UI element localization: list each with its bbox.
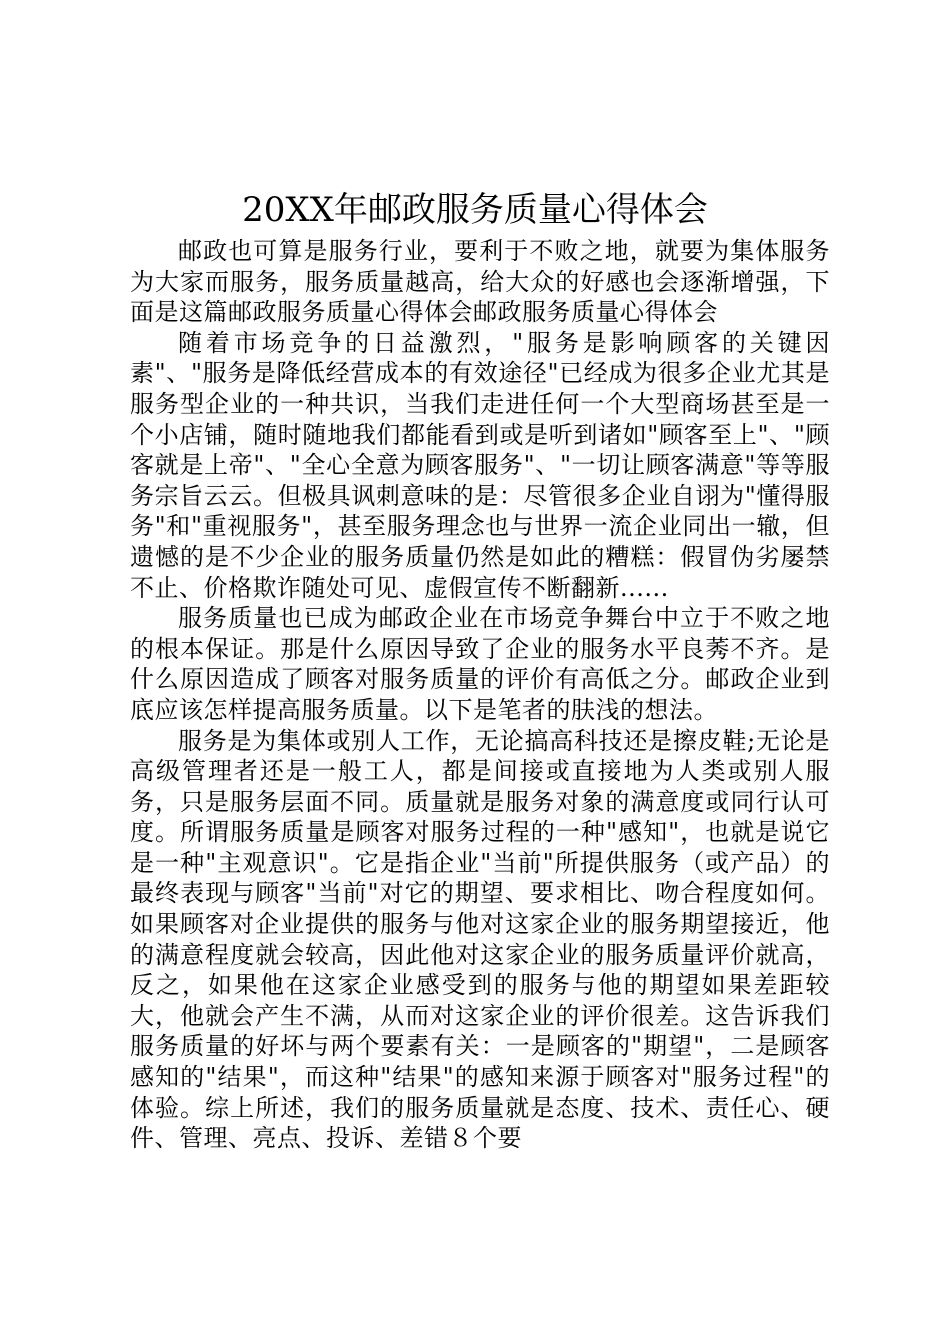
- paragraph-market-competition: 随着市场竞争的日益激烈，"服务是影响顾客的关键因素"、"服务是降低经营成本的有效途径"已经成为很多企业尤其是服务型企业的一种共识，当我们走进任何一个大型商场甚至是一个小店铺，随时随地我们都能看到或是听到诸如"顾客至上"、"顾客就是上帝"、"全心全意为顾客服务"、"一切让顾客满意"等等服务宗旨云云。但极具讽刺意味的是：尽管很多企业自诩为"懂得服务"和"重视服务"，甚至服务理念也与世界一流企业同出一辙，但遗憾的是不少企业的服务质量仍然是如此的糟糕：假冒伪劣屡禁不止、价格欺诈随处可见、虚假宣传不断翻新......: [130, 328, 830, 602]
- document-body: [130, 236, 830, 1154]
- document-title: 20XX年邮政服务质量心得体会: [242, 190, 708, 230]
- paragraph-service-definition: 服务是为集体或别人工作，无论搞高科技还是擦皮鞋;无论是高级管理者还是一般工人，都是间接或直接地为人类或别人服务，只是服务层面不同。质量就是服务对象的满意度或同行认可度。所谓服务质量是顾客对服务过程的一种"感知"，也就是说它是一种"主观意识"。它是指企业"当前"所提供服务（或产品）的最终表现与顾客"当前"对它的期望、要求相比、吻合程度如何。如果顾客对企业提供的服务与他对这家企业的服务期望接近，他的满意程度就会较高，因此他对这家企业的服务质量评价就高，反之，如果他在这家企业感受到的服务与他的期望如果差距较大，他就会产生不满，从而对这家企业的评价很差。这告诉我们服务质量的好坏与两个要素有关：一是顾客的"期望"，二是顾客感知的"结果"，而这种"结果"的感知来源于顾客对"服务过程"的体验。综上所述，我们的服务质量就是态度、技术、责任心、硬件、管理、亮点、投诉、差错８个要: [130, 726, 830, 1153]
- paragraph-service-quality-guarantee: 服务质量也已成为邮政企业在市场竞争舞台中立于不败之地的根本保证。那是什么原因导致了企业的服务水平良莠不齐。是什么原因造成了顾客对服务质量的评价有高低之分。邮政企业到底应该怎样提高服务质量。以下是笔者的肤浅的想法。: [130, 604, 830, 724]
- paragraph-intro: 邮政也可算是服务行业，要利于不败之地，就要为集体服务为大家而服务，服务质量越高，给大众的好感也会逐渐增强，下面是这篇邮政服务质量心得体会邮政服务质量心得体会: [130, 237, 830, 327]
